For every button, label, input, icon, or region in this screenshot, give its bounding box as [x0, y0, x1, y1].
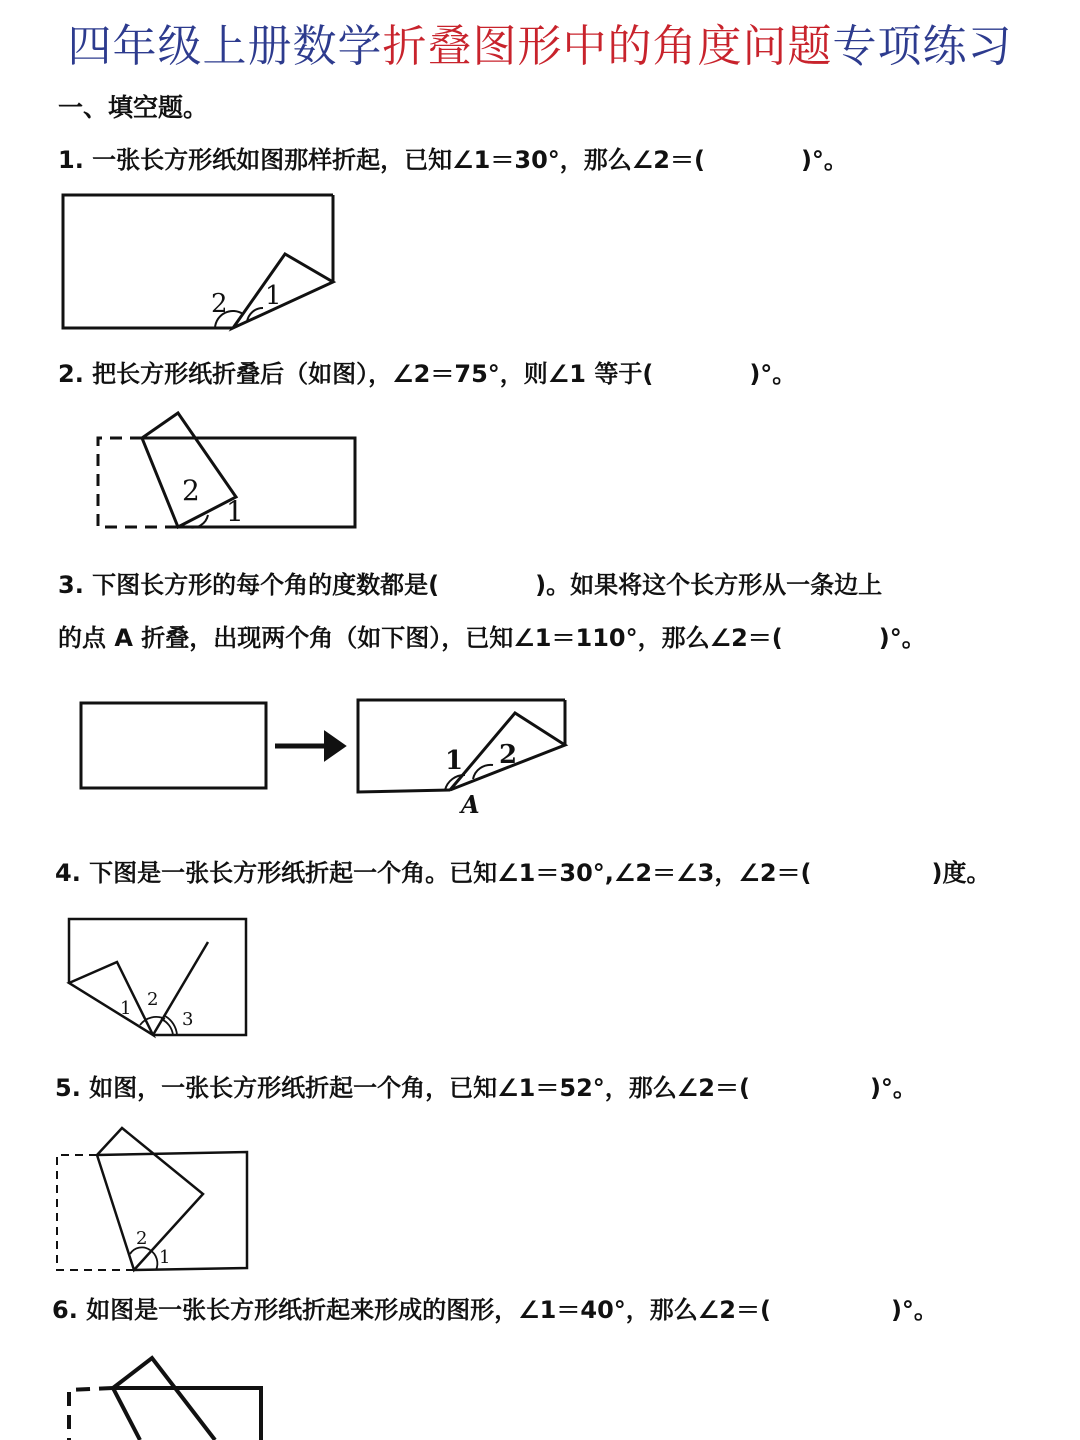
title-part-2: 折叠图形中的角度问题	[382, 21, 833, 72]
q1-label-1: 1	[265, 281, 282, 311]
question-1-figure	[55, 190, 345, 340]
question-3-text-line-1: 3. 下图长方形的每个角的度数都是( )。如果将这个长方形从一条边上	[58, 571, 883, 599]
q4-label-3: 3	[182, 1009, 194, 1030]
title-part-3: 专项练习	[832, 21, 1013, 72]
q3-label-1: 1	[445, 746, 464, 776]
section-heading: 一、填空题。	[58, 93, 209, 122]
q5-label-2: 2	[136, 1228, 148, 1249]
title-part-1: 四年级上册数学	[67, 21, 383, 72]
question-6-text: 6. 如图是一张长方形纸折起来形成的图形，∠1＝40°，那么∠2＝( )°。	[52, 1296, 938, 1324]
question-3-figure	[75, 695, 595, 825]
q1-label-2: 2	[211, 289, 228, 319]
q4-label-2: 2	[147, 989, 159, 1010]
question-3-text-line-2: 的点 A 折叠，出现两个角（如下图），已知∠1＝110°，那么∠2＝( )°。	[58, 624, 926, 652]
question-1-text: 1. 一张长方形纸如图那样折起，已知∠1＝30°，那么∠2＝( )°。	[58, 146, 848, 174]
q3-label-A: A	[461, 790, 480, 819]
q2-label-2: 2	[182, 474, 200, 507]
q3-label-2: 2	[499, 740, 518, 770]
question-4-figure	[65, 915, 255, 1045]
question-2-figure	[90, 405, 370, 540]
page-title	[0, 10, 1080, 74]
q5-label-1: 1	[159, 1247, 171, 1268]
q4-label-1: 1	[120, 998, 132, 1019]
question-4-text: 4. 下图是一张长方形纸折起一个角。已知∠1＝30°,∠2＝∠3，∠2＝( )度。	[55, 859, 991, 887]
q2-label-1: 1	[226, 495, 244, 528]
question-5-text: 5. 如图，一张长方形纸折起一个角，已知∠1＝52°，那么∠2＝( )°。	[55, 1074, 917, 1102]
question-2-text: 2. 把长方形纸折叠后（如图），∠2＝75°，则∠1 等于( )°。	[58, 360, 797, 388]
question-5-figure	[50, 1120, 260, 1280]
question-6-figure	[55, 1350, 270, 1440]
